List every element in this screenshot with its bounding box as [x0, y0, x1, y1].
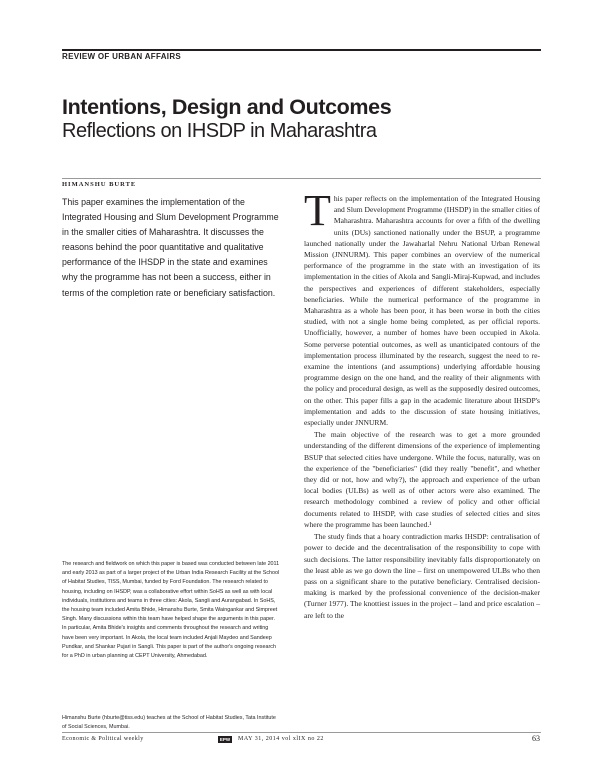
footer-issue-date: MAY 31, 2014 vol xlIX no 22 — [238, 736, 324, 742]
body-paragraph: The main objective of the research was to get a more grounded understanding of the different dimensions of the experience of implementing BSUP that selected cities have undergone. While the focus, naturally, was on the experience of the "beneficiaries" (did they really "benefit", and whether they did or not, how and why?), the approach and experience of the urban local bodies (ULBs) as well as of other actors were also examined. The research methodology combined a review of policy and other official documents related to IHSDP, with case studies of selected cities and sites where the programme has been launched.¹ — [304, 430, 540, 529]
section-label: REVIEW OF URBAN AFFAIRS — [62, 52, 182, 61]
author-divider — [62, 178, 541, 179]
article-title: Intentions, Design and Outcomes — [62, 95, 392, 119]
page-number: 63 — [532, 734, 540, 743]
footer-divider — [62, 732, 541, 733]
body-paragraph: his paper reflects on the implementation of the Integrated Housing and Slum Development Programme (IHSDP) in the smaller cities of Maharashtra. Maharashtra accounts for over a fifth of the dwelling units (DUs) sanctioned nationally under the BSUP, a programme launched nationally under the Jawaharlal Nehru National Urban Renewal Mission (JNNURM). This paper combines an overview of the numerical performance of the programme in the state with an investigation of its implementation in the cities of Akola and Sangli-Miraj-Kupwad, and includes the perspectives and experiences of different stakeholders, especially beneficiaries. While the numerical performance of the programme in Maharashtra as a whole has been poor, it has been worse in both the cities studied, with not a single home being completed, as per official reports. Unofficially, however, a number of homes have been occupied in Akola. Some perverse potential outcomes, as well as unanticipated contours of the implementation process illuminated by the research, suggest the need to re-examine the intentions (and assumptions) underlying affordable housing programme design on the one hand, and the reality of their alignments with the policy and procedural design, as well as the supposedly desired outcomes, on the other. This paper fills a gap in the academic literature about IHSDP's implementation and adds to the discussion of state housing initiatives, especially under JNNURM. — [304, 194, 540, 428]
drop-cap: T — [304, 186, 331, 235]
author-bio: Himanshu Burte (hburte@tiss.edu) teaches at the School of Habitat Studies, Tata Institute of Social Sciences, Mumbai. — [62, 715, 276, 731]
acknowledgement-note: The research and fieldwork on which this paper is based was conducted between late 2011 and early 2013 as part of a larger project of the Urban India Research Facility at the School of Habitat Studies, TISS, Mumbai, funded by Ford Foundation. The research related to housing, including on IHSDP, was a collaborative effort within SoHS as well as with local individuals, institutions and teams in three cities: Akola, Sangli and Aurangabad. In SoHS, the housing team included Amita Bhide, Himanshu Burte, Smita Waingankar and Simpreet Singh. Many discussions within this team have helped shape the arguments in this paper. In particular, Amita Bhide's insights and comments throughout the research and writing have been very important. In Akola, the local team included Anjali Maydeo and Sandeep Pundkar, and Shankar Pujari in Sangli. This paper is part of the author's ongoing research for a PhD in urban planning at CEPT University, Ahmedabad. — [62, 561, 280, 660]
author-name: HIMANSHU BURTE — [62, 181, 137, 188]
article-body — [304, 186, 540, 621]
abstract: This paper examines the implementation of the Integrated Housing and Slum Development Programme in the smaller cities of Maharashtra. It discusses the reasons behind the poor quantitative and qualitative performance of the IHSDP in the state and examines why the programme has not been a success, either in terms of the completion rate or beneficiary satisfaction. — [62, 197, 279, 298]
footer-journal-name: Economic & Political weekly — [62, 736, 144, 742]
body-paragraph: The study finds that a hoary contradiction marks IHSDP: centralisation of power to decide and the decentralisation of the responsibility to cope with such decisions. The latter responsibility inevitably falls disproportionately on the least able as we go down the line – first on unempowered ULBs who then pass on a significant share to the putative beneficiary. Centralised decision-making is marked by the professional convenience of the decision-maker (Turner 1977). The knottiest issues in the project – land and price escalation – are left to the — [304, 532, 540, 620]
article-subtitle: Reflections on IHSDP in Maharashtra — [62, 120, 377, 142]
section-header — [62, 49, 541, 65]
epw-logo: EPW — [219, 737, 231, 742]
